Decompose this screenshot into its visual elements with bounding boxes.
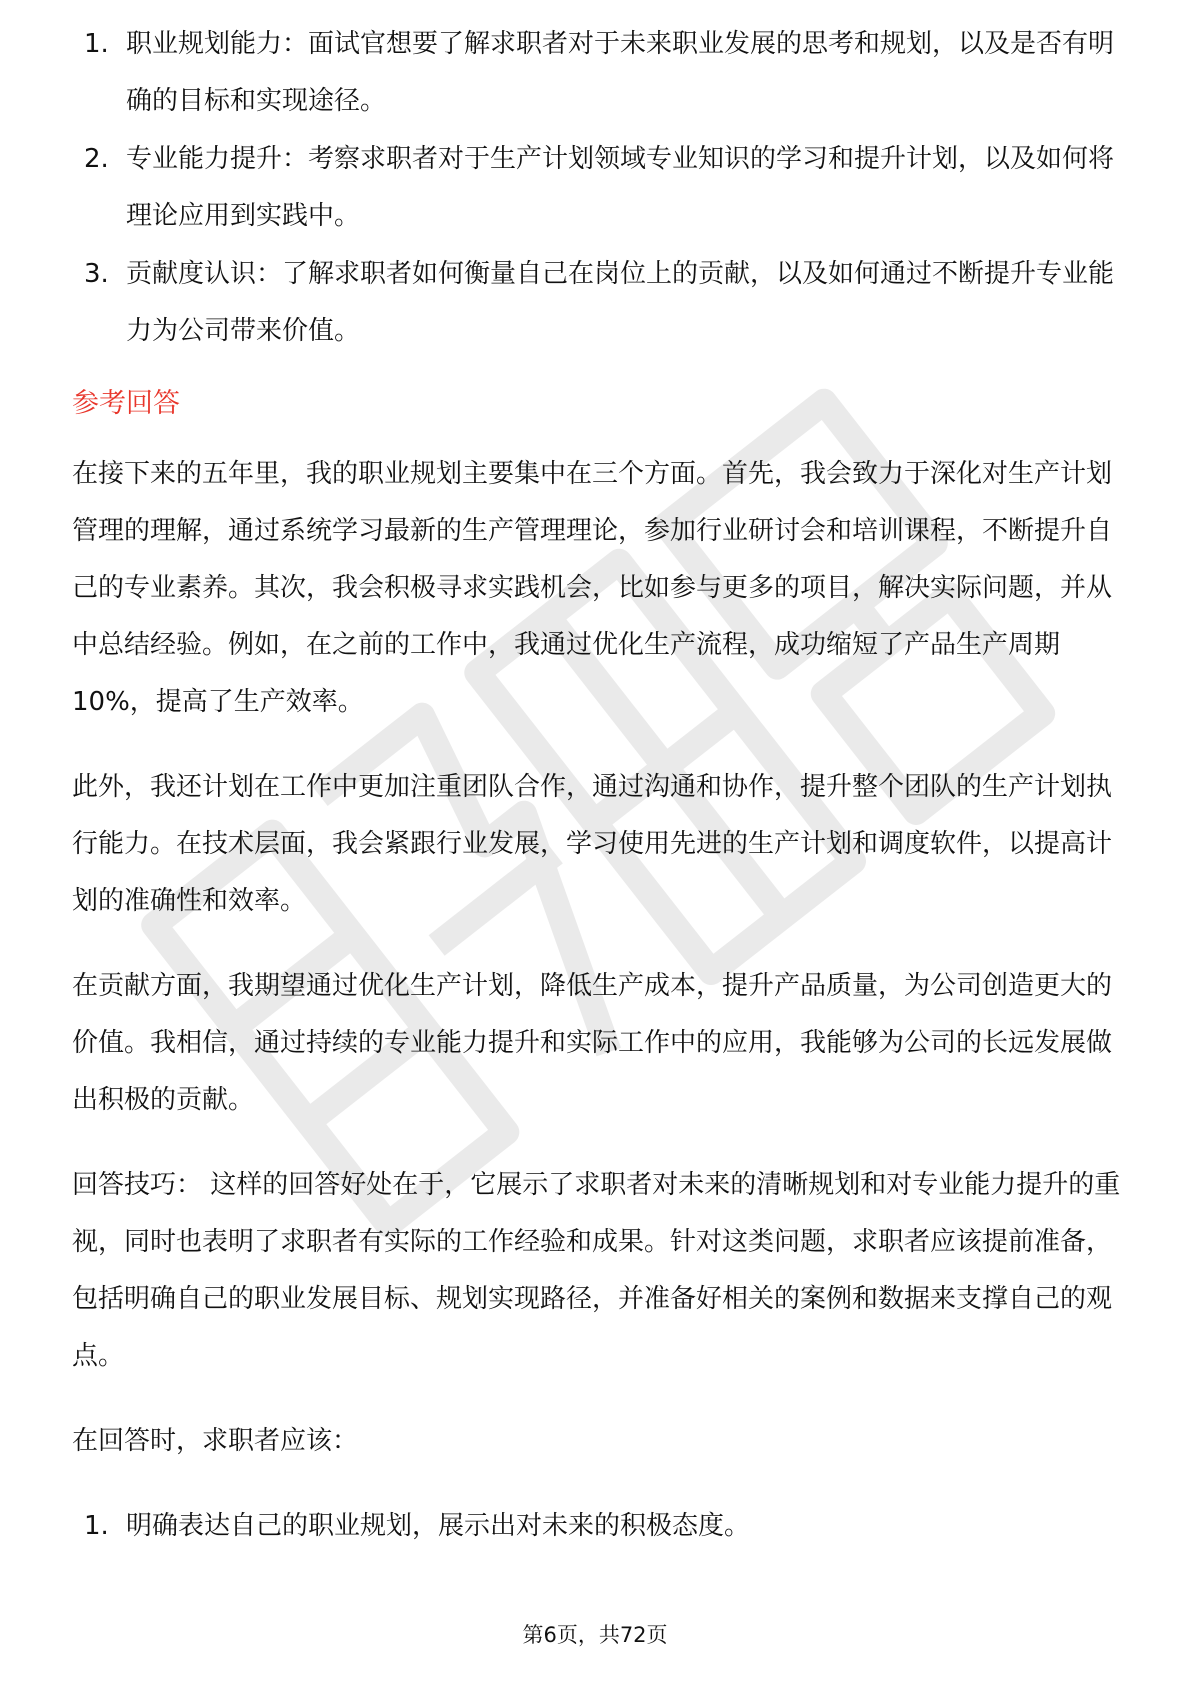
section-title: 参考回答 [72,388,180,419]
list-item-text: 明确表达自己的职业规划，展示出对未来的积极态度。 [126,1511,751,1541]
list-number: 3. [84,259,109,289]
answer-paragraph: 在贡献方面，我期望通过优化生产计划，降低生产成本，提升产品质量，为公司创造更大的价值。我相信，通过持续的专业能力提升和实际工作中的应用，我能够为公司的长远发展做出积极的贡献。 [72,971,1113,1115]
document-content [72,29,1122,1555]
page-footer: 第6页，共72页 [522,1623,668,1647]
answer-paragraph: 此外，我还计划在工作中更加注重团队合作，通过沟通和协作，提升整个团队的生产计划执行能力。在技术层面，我会紧跟行业发展，学习使用先进的生产计划和调度软件，以提高计划的准确性和效率。 [72,772,1113,916]
list-item [72,1498,1122,1555]
tips-paragraph: 回答技巧： 这样的回答好处在于，它展示了求职者对未来的清晰规划和对专业能力提升的重视，同时也表明了求职者有实际的工作经验和成果。针对这类问题，求职者应该提前准备，包括明确自己的职业发展目标、规划实现路径，并准备好相关的案例和数据来支撑自己的观点。 [72,1170,1121,1371]
list-item [72,16,1122,130]
answer-paragraph: 在接下来的五年里，我的职业规划主要集中在三个方面。首先，我会致力于深化对生产计划管理的理解，通过系统学习最新的生产管理理论，参加行业研讨会和培训课程，不断提升自己的专业素养。其次，我会积极寻求实践机会，比如参与更多的项目，解决实际问题，并从中总结经验。例如，在之前的工作中，我通过优化生产流程，成功缩短了产品生产周期10%，提高了生产效率。 [72,459,1113,717]
evaluation-points-list [72,16,1122,360]
list-item [72,246,1122,360]
list-number: 1. [84,1511,109,1541]
list-number: 1. [84,29,109,59]
list-number: 2. [84,144,109,174]
list-item-text: 职业规划能力：面试官想要了解求职者对于未来职业发展的思考和规划，以及是否有明确的目标和实现途径。 [126,29,1115,116]
answer-guidelines-list [72,1498,1122,1555]
list-item-text: 专业能力提升：考察求职者对于生产计划领域专业知识的学习和提升计划，以及如何将理论应用到实践中。 [126,144,1115,231]
intro-paragraph: 在回答时，求职者应该： [72,1426,359,1456]
list-item [72,131,1122,245]
list-item-text: 贡献度认识：了解求职者如何衡量自己在岗位上的贡献，以及如何通过不断提升专业能力为公司带来价值。 [126,259,1115,346]
